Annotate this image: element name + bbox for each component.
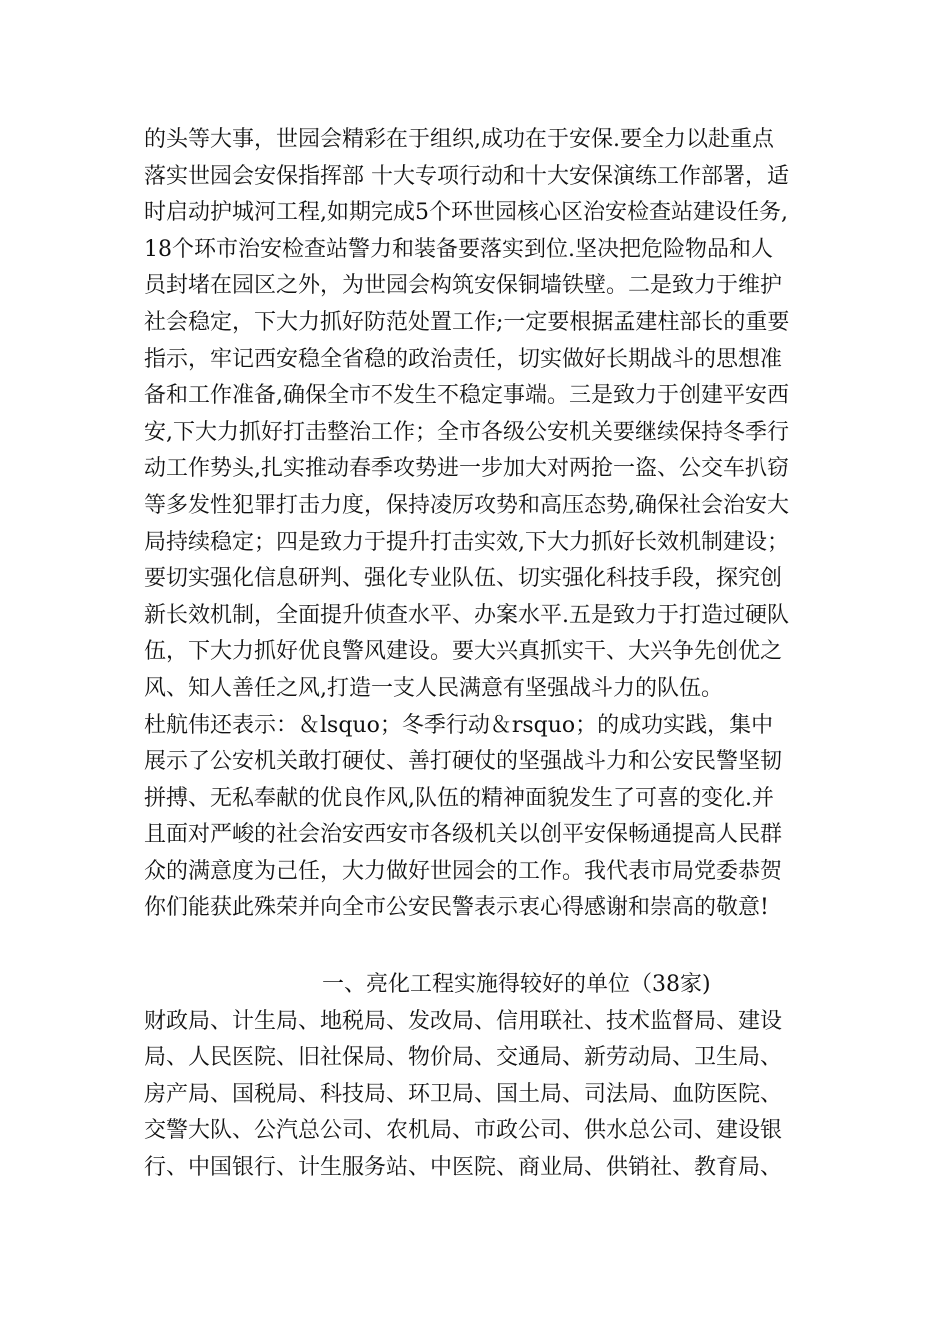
- list-line: 交警大队、公汽总公司、农机局、市政公司、供水总公司、建设银: [144, 1118, 783, 1144]
- list-line: 局、人民医院、旧社保局、物价局、交通局、新劳动局、卫生局、: [144, 1045, 783, 1071]
- text-line: 你们能获此殊荣并向全市公安民警表示衷心得感谢和崇高的敬意!: [144, 895, 769, 921]
- text-line: 落实世园会安保指挥部 十大专项行动和十大安保演练工作部署，适: [144, 163, 789, 189]
- text-line: 众的满意度为己任，大力做好世园会的工作。我代表市局党委恭贺: [144, 858, 783, 884]
- text-line: 安,下大力抓好打击整治工作；全市各级公安机关要继续保持冬季行: [144, 419, 789, 445]
- text-line: 伍，下大力抓好优良警风建设。要大兴真抓实干、大兴争先创优之: [144, 639, 783, 665]
- text-line: 等多发性犯罪打击力度，保持凌厉攻势和高压态势,确保社会治安大: [144, 492, 789, 518]
- text-line: 且面对严峻的社会治安西安市各级机关以创平安保畅通提高人民群: [144, 822, 783, 848]
- text-line: 18个环市治安检查站警力和装备要落实到位.坚决把危险物品和人: [144, 236, 773, 262]
- text-line: 动工作势头,扎实推动春季攻势进一步加大对两抢一盗、公交车扒窃: [144, 456, 789, 482]
- list-line: 行、中国银行、计生服务站、中医院、商业局、供销社、教育局、: [144, 1155, 783, 1181]
- text-line: 员封堵在园区之外，为世园会构筑安保铜墙铁壁。二是致力于维护: [144, 273, 783, 299]
- text-line: 的头等大事，世园会精彩在于组织,成功在于安保.要全力以赴重点: [144, 127, 774, 152]
- list-line: 房产局、国税局、科技局、环卫局、国土局、司法局、血防医院、: [144, 1081, 783, 1107]
- paragraph-security-tasks: [144, 122, 810, 708]
- paragraph-gap: [144, 927, 810, 967]
- text-line: 新长效机制，全面提升侦查水平、办案水平.五是致力于打造过硬队: [144, 602, 789, 628]
- text-line: 展示了公安机关敢打硬仗、善打硬仗的坚强战斗力和公安民警坚韧: [144, 749, 783, 775]
- text-line: 杜航伟还表示：＆lsquo；冬季行动＆rsquo；的成功实践，集中: [144, 712, 774, 738]
- list-line: 财政局、计生局、地税局、发改局、信用联社、技术监督局、建设: [144, 1008, 783, 1034]
- units-list: [144, 1004, 810, 1187]
- text-line: 备和工作准备,确保全市不发生不稳定事端。三是致力于创建平安西: [144, 383, 789, 409]
- text-line: 指示，牢记西安稳全省稳的政治责任，切实做好长期战斗的思想准: [144, 346, 783, 372]
- document-page: [144, 122, 810, 1187]
- text-line: 局持续稳定；四是致力于提升打击实效,下大力抓好长效机制建设；: [144, 529, 789, 555]
- section-heading: 一、亮化工程实施得较好的单位（38家): [322, 972, 711, 998]
- text-line: 风、知人善任之风,打造一支人民满意有坚强战斗力的队伍。: [144, 675, 723, 701]
- text-line: 社会稳定，下大力抓好防范处置工作;一定要根据孟建柱部长的重要: [144, 309, 790, 335]
- paragraph-commendation: [144, 708, 810, 928]
- text-line: 时启动护城河工程,如期完成5个环世园核心区治安检查站建设任务,: [144, 200, 788, 226]
- text-line: 要切实强化信息研判、强化专业队伍、切实强化科技手段，探究创: [144, 566, 783, 592]
- text-line: 拼搏、无私奉献的优良作风,队伍的精神面貌发生了可喜的变化.并: [144, 785, 774, 811]
